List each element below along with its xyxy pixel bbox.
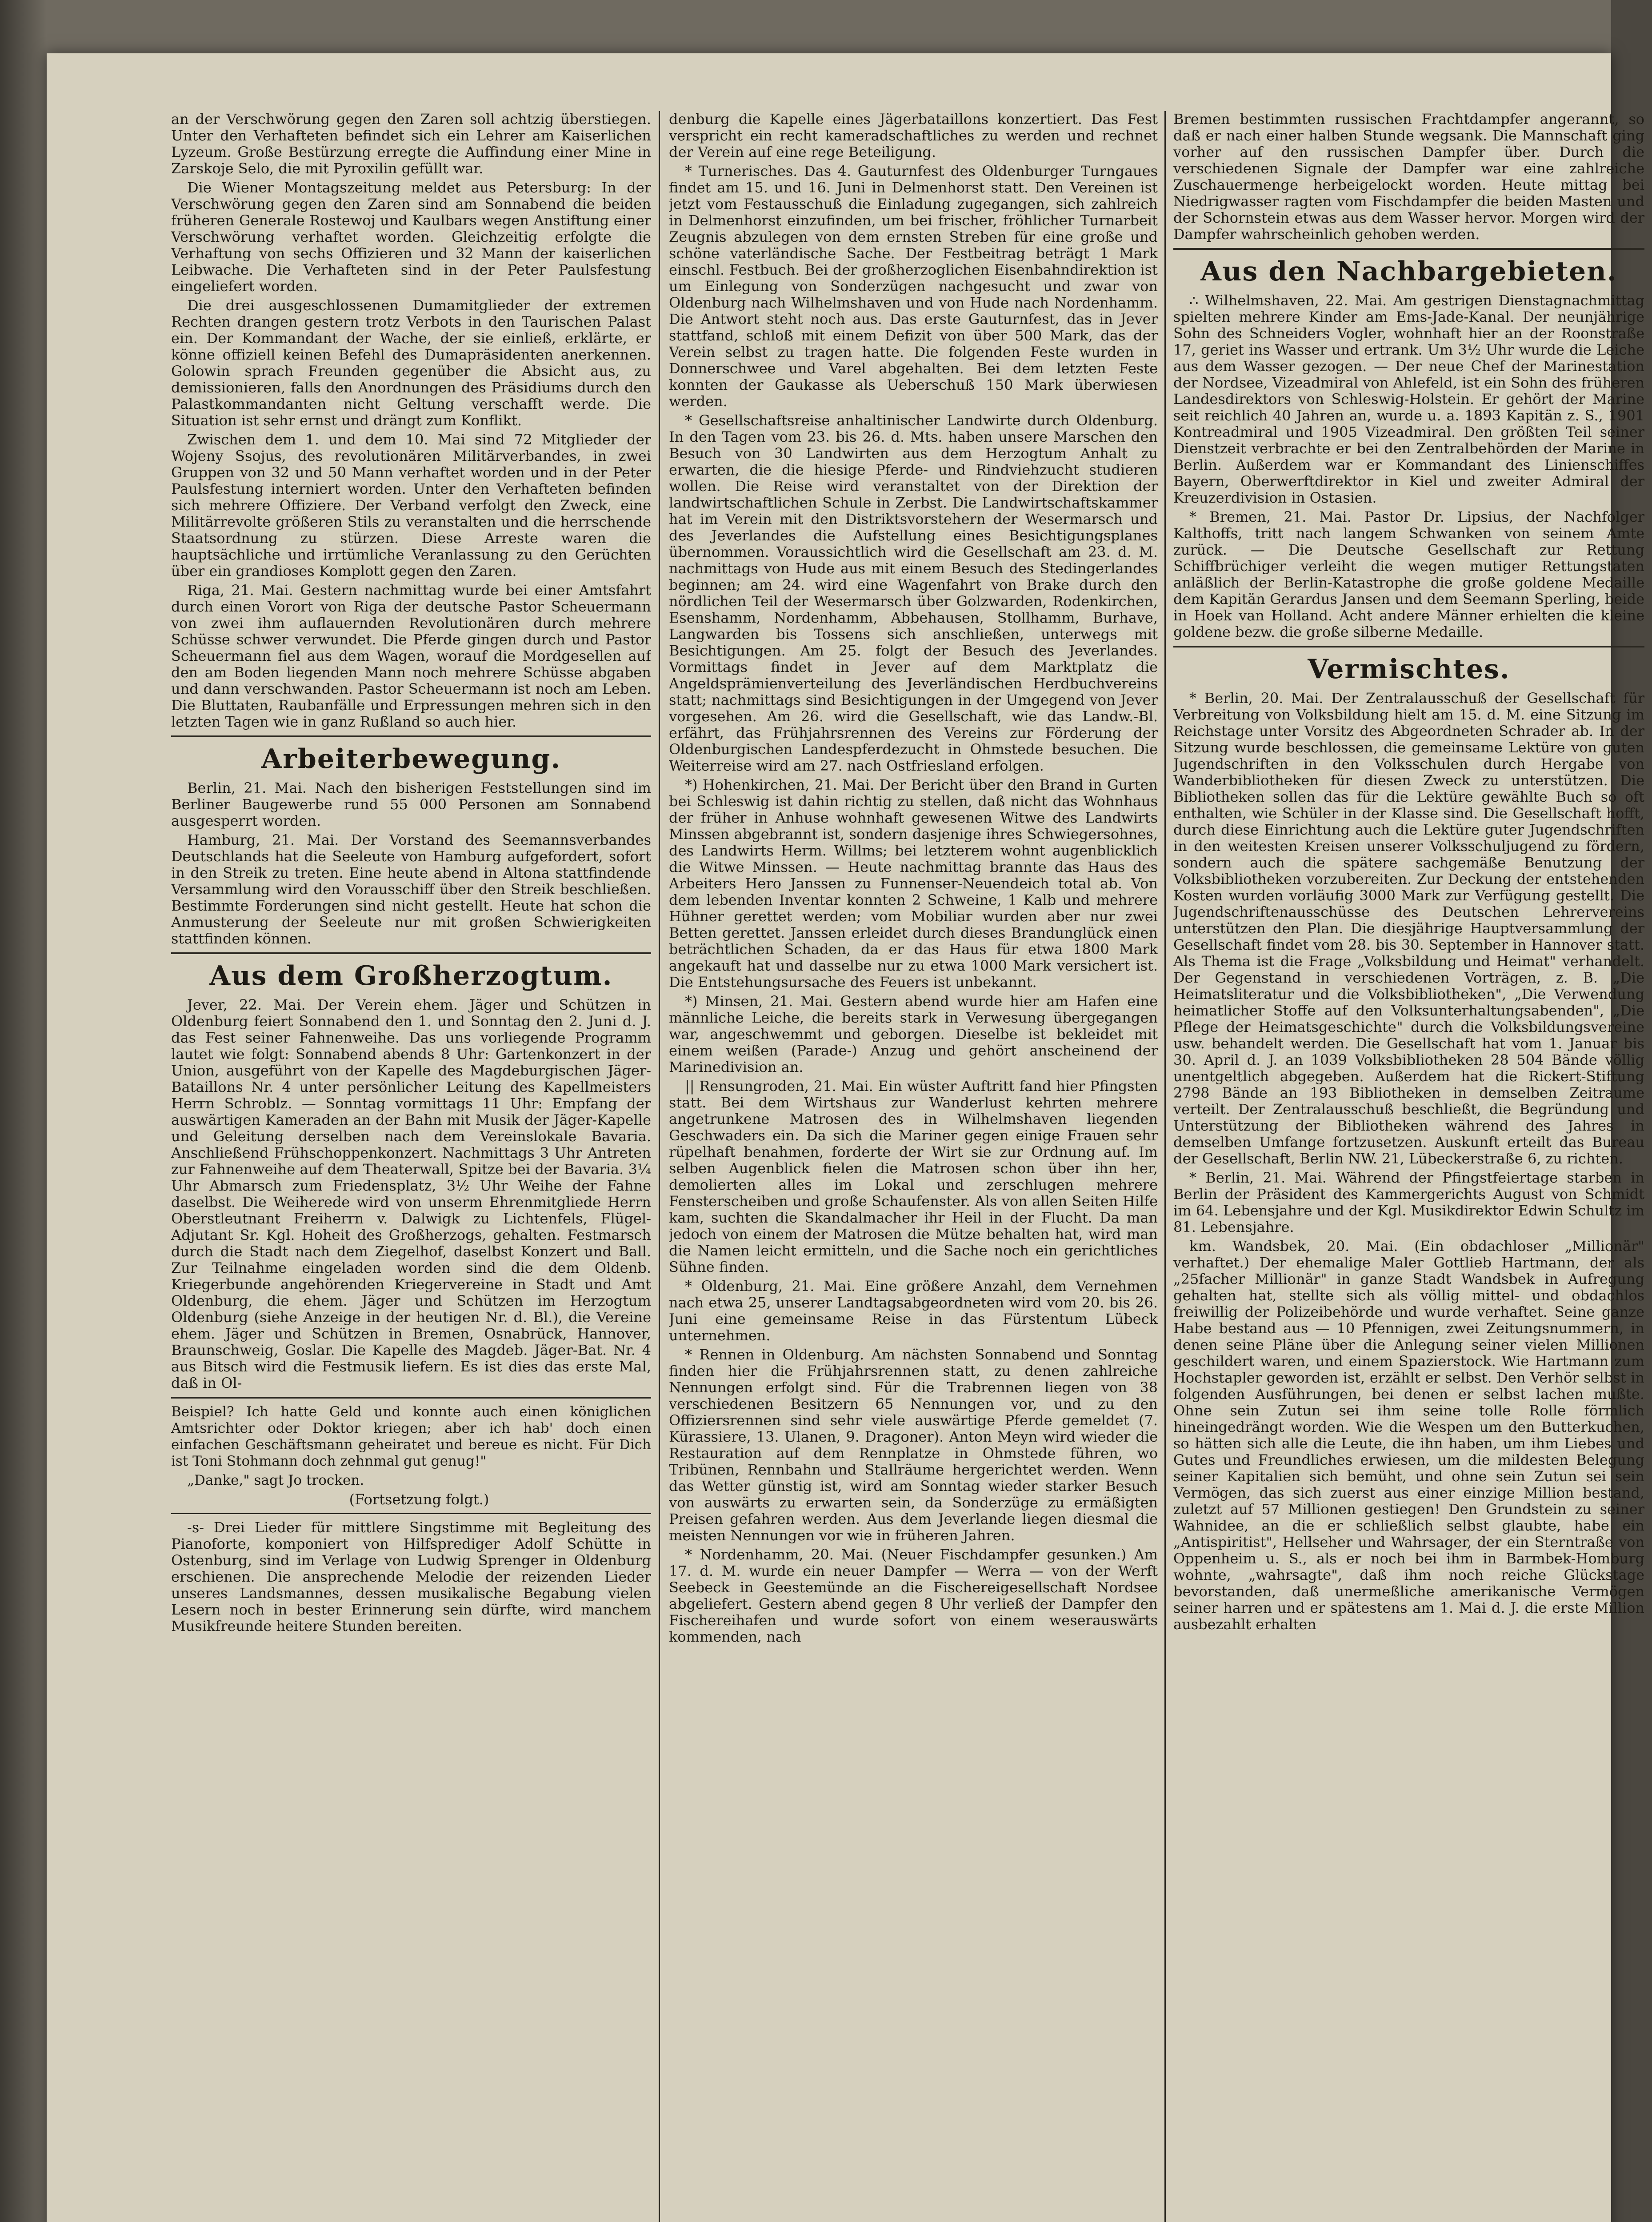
article-duma: Die drei ausgeschlossenen Dumamitglieder der extremen Rechten drangen gestern trotz Verbots in den Taurischen Palast ein. Der Kommandant der Wache, der sie einließ, erklärte, er könne offiziell keinen Befehl des Dumapräsidenten anerkennen. Golowin sprach Freunden gegenüber die Absicht aus, zu demissionieren, falls den Anordnungen des Präsidiums durch den Palastkommandanten nicht Geltung verschafft werde. Die Situation ist sehr ernst und drängt zum Konflikt. <box>171 297 651 429</box>
article-militaerverband: Zwischen dem 1. und dem 10. Mai sind 72 Mitglieder der Wojeny Ssojus, des revolutionären Militärverbandes, in zwei Gruppen von 32 und 50 Mann verhaftet worden und in der Peter Paulsfestung interniert worden. Unter den Verhafteten befinden sich mehrere Offiziere. Der Verband verfolgt den Zweck, eine Militärrevolte größeren Stils zu veranstalten und die herrschende Staatsordnung zu stürzen. Diese Arreste waren die hauptsächliche und irrtümliche Veranlassung zu den Gerüchten über ein grandioses Komplott gegen den Zaren. <box>171 431 651 579</box>
book-spine <box>0 0 47 2222</box>
article-drei-lieder: -s- Drei Lieder für mittlere Singstimme mit Begleitung des Pianoforte, komponiert von Hilfsprediger Adolf Schütte in Ostenburg, sind im Verlage von Ludwig Sprenger in Oldenburg erschienen. Die ansprechende Melodie der reizenden Lieder unseres Landsmannes, dessen musikalische Begabung vielen Lesern noch in bester Erinnerung sein dürfte, wird manchem Musikfreunde heitere Stunden bereiten. <box>171 1519 651 1635</box>
article-rensungroden: || Rensungroden, 21. Mai. Ein wüster Auftritt fand hier Pfingsten statt. Bei dem Wirtshaus zur Wanderlust kehrten mehrere angetrunkene Matrosen des in Wilhelmshaven liegenden Geschwaders ein. Da sich die Mariner gegen einige Frauen sehr rüpelhaft benahmen, forderte der Wirt sie zur Ordnung auf. Im selben Augenblick fielen die Matrosen schon über ihn her, demolierten alles im Lokal und zerschlugen mehrere Fensterscheiben und große Schaufenster. Als von allen Seiten Hilfe kam, suchten die Skandalmacher ihr Heil in der Flucht. Da man jedoch von einem der Matrosen die Mütze behalten hat, wird man die Namen leicht ermitteln, und die Sache noch ein gerichtliches Sühne finden. <box>669 1078 1158 1275</box>
article-anhalt-landwirte: * Gesellschaftsreise anhaltinischer Landwirte durch Oldenburg. In den Tagen vom 23. bis 26. d. Mts. haben unsere Marschen den Besuch von 30 Landwirten aus dem Herzogtum Anhalt zu erwarten, die die hiesige Pferde- und Rindviehzucht studieren wollen. Die Reise wird veranstaltet von der Direktion der landwirtschaftlichen Schule in Zerbst. Die Landwirtschaftskammer hat im Verein mit den Distriktsvorstehern der Wesermarsch und des Jeverlandes die Aufstellung eines Besichtigungsplanes übernommen. Voraussichtlich wird die Gesellschaft am 23. d. M. nachmittags von Hude aus mit einem Besuch des Stedingerlandes beginnen; am 24. wird eine Wagenfahrt von Brake durch den nördlichen Teil der Wesermarsch über Golzwarden, Rodenkirchen, Esenshamm, Nordenhamm, Abbehausen, Stollhamm, Burhave, Langwarden bis Tossens sich anschließen, unterwegs mit Besichtigungen. Am 25. folgt der Besuch des Jeverlandes. Vormittags findet in Jever auf dem Marktplatz die Angeldsprämienverteilung des Jeverländischen Herdbuchvereins statt; nachmittags sind Besichtigungen in der Umgegend von Jever vorgesehen. Am 26. wird die Gesellschaft, wie das Landw.-Bl. erfährt, das Frühjahrsrennen des Vereins zur Förderung der Oldenburgischen Landespferdezucht in Ohmstede besuchen. Die Weiterreise wird am 27. nach Ostfriesland erfolgen. <box>669 412 1158 774</box>
article-hohenkirchen: *) Hohenkirchen, 21. Mai. Der Bericht über den Brand in Gurten bei Schleswig ist dahin richtig zu stellen, daß nicht das Wohnhaus der früher in Anhuse wohnhaft gewesenen Witwe des Landwirts Minssen abgebrannt ist, sondern dasjenige ihres Schwiegersohnes, des Landwirts Herm. Willms; bei letzterem wohnt augenblicklich die Witwe Minssen. — Heute nachmittag brannte das Haus des Arbeiters Hero Janssen zu Funnenser-Neuendeich total ab. Von dem lebenden Inventar konnten 2 Schweine, 1 Kalb und mehrere Hühner gerettet werden; vom Mobiliar wurden aber nur zwei Betten gerettet. Janssen erleidet durch dieses Brandunglück einen beträchtlichen Schaden, da er das Haus für etwa 1800 Mark angekauft hat und dasselbe nur zu etwa 1000 Mark versichert ist. Die Entstehungsursache des Feuers ist unbekannt. <box>669 776 1158 991</box>
article-wandsbek: km. Wandsbek, 20. Mai. (Ein obdachloser „Millionär" verhaftet.) Der ehemalige Maler Gottlieb Hartmann, der als „25facher Millionär" in ganze Stadt Wandsbek in Aufregung gehalten hat, stellte sich als völlig mittel- und obdachlos freiwillig der Polizeibehörde und wurde verhaftet. Seine ganze Habe bestand aus — 10 Pfennigen, zwei Zeitungsnummern, in denen seine Pläne über die Anlegung seiner vielen Millionen geschildert waren, und einem Spazierstock. Wie Hartmann zum Hochstapler geworden ist, erzählt er selbst. Den Verhör selbst in folgenden Ausführungen, bei denen er selbst lachen mußte. Ohne sein Zutun sei ihm seine tolle Rolle förmlich hineingedrängt worden. Wie die Wespen um den Butterkuchen, so hätten sich alle die Leute, die ihn haben, um ihm Liebes und Gutes und Freundliches erwiesen, um die mildesten Belegung seiner Kapitalien sich bemüht, und ohne sein Zutun sei sein Vermögen, das sich zuerst aus einer einzige Million bestand, zuletzt auf 57 Millionen gestiegen! Den Grundstein zu seiner Wahnidee, an die er schließlich selbst glaubte, habe ein „Antispiritist", Hellseher und Wahrsager, der ein Sterntraße von Oppenheim u. S., als er noch bei ihm in Barmbek-Homburg wohnte, „wahrsagte", daß ihm noch reiche Glückstage bevorstanden, daß unermeßliche amerikanische Vermögen seiner harren und er spätestens am 1. Mai d. J. die erste Million ausbezahlt erhalten <box>1173 1238 1644 1633</box>
article-nordenhamm: * Nordenhamm, 20. Mai. (Neuer Fischdampfer gesunken.) Am 17. d. M. wurde ein neuer Dampfer — Werra — von der Werft Seebeck in Geestemünde an die Fischereigesellschaft Nordsee abgeliefert. Gestern abend gegen 8 Uhr verließ der Dampfer den Fischereihafen und wurde sofort von einem weserauswärts kommenden, nach <box>669 1546 1158 1645</box>
article-rennen: * Rennen in Oldenburg. Am nächsten Sonnabend und Sonntag finden hier die Frühjahrsrennen statt, zu denen zahlreiche Nennungen erfolgt sind. Für die Trabrennen liegen von 38 verschiedenen Besitzern 65 Nennungen vor, und zu den Offiziersrennen sind sehr viele auswärtige Pferde gemeldet (7. Kürassiere, 13. Ulanen, 9. Dragoner). Anton Meyn wird wieder die Restauration auf dem Rennplatze in Ohmstede führen, wo Tribünen, Rennbahn und Stallräume hergerichtet werden. Wenn das Wetter günstig ist, wird am Sonntag wieder starker Besuch von auswärts zu erwarten sein, da Sonderzüge zu ermäßigten Preisen gefahren werden. Aus dem Jeverlande liegen diesmal die meisten Nennungen vor wie in früheren Jahren. <box>669 1346 1158 1544</box>
article-berlin-todesfaelle: * Berlin, 21. Mai. Während der Pfingstfeiertage starben in Berlin der Präsident des Kammergerichts August von Schmidt im 64. Lebensjahre und der Kgl. Musikdirektor Edwin Schultz im 81. Lebensjahre. <box>1173 1169 1644 1235</box>
column-2 <box>669 111 1158 2222</box>
column-3 <box>1173 111 1644 2222</box>
article-fischdampfer-cont: Bremen bestimmten russischen Frachtdampfer angerannt, so daß er nach einer halben Stunde wegsank. Die Mannschaft ging vorher auf den russischen Dampfer über. Durch die verschiedenen Signale der Dampfer war eine zahlreiche Zuschauermenge herbeigelockt worden. Heute mittag bei Niedrigwasser ragten vom Fischdampfer die beiden Masten und der Schornstein etwas aus dem Wasser hervor. Morgen wird der Dampfer wahrscheinlich gehoben werden. <box>1173 111 1644 243</box>
article-minsen: *) Minsen, 21. Mai. Gestern abend wurde hier am Hafen eine männliche Leiche, die bereits stark in Verwesung übergegangen war, angeschwemmt und geborgen. Dieselbe ist bekleidet mit einem weißen (Parade-) Anzug und gehört anscheinend der Marinedivision an. <box>669 993 1158 1075</box>
column-rule-2 <box>1164 111 1166 2222</box>
divider <box>171 735 651 737</box>
feuilleton-text: Beispiel? Ich hatte Geld und konnte auch einen königlichen Amtsrichter oder Doktor kriegen; aber ich hab' doch einen einfachen Geschäftsmann geheiratet und bereue es nicht. Für Dich ist Toni Stohmann doch zehnmal gut genug!" <box>171 1404 651 1469</box>
article-berlin-baugewerbe: Berlin, 21. Mai. Nach den bisherigen Feststellungen sind im Berliner Baugewerbe rund 55 000 Personen am Sonnabend ausgesperrt worden. <box>171 779 651 829</box>
article-jever: Jever, 22. Mai. Der Verein ehem. Jäger und Schützen in Oldenburg feiert Sonnabend den 1. und Sonntag den 2. Juni d. J. das Fest seiner Fahnenweihe. Das uns vorliegende Programm lautet wie folgt: Sonnabend abends 8 Uhr: Gartenkonzert in der Union, ausgeführt von der Kapelle des Magdeburgischen Jäger-Bataillons Nr. 4 unter persönlicher Leitung des Kapellmeisters Herrn Schroblz. — Sonntag vormittags 11 Uhr: Empfang der auswärtigen Kameraden an der Bahn mit Musik der Jäger-Kapelle und Geleitung derselben nach dem Vereinslokale Bavaria. Anschließend Frühschoppenkonzert. Nachmittags 3 Uhr Antreten zur Fahnenweihe auf dem Theaterwall, Spitze bei der Bavaria. 3¼ Uhr Abmarsch zum Friedensplatz, 3½ Uhr Weihe der Fahne daselbst. Die Weiherede wird von unserm Ehrenmitgliede Herrn Oberstleutnant Freiherrn v. Dalwigk zu Lichtenfels, Flügel-Adjutant Sr. Kgl. Hoheit des Großherzogs, gehalten. Festmarsch durch die Stadt nach dem Ziegelhof, daselbst Konzert und Ball. Zur Teilnahme eingeladen worden sind die dem Oldenb. Kriegerbunde angehörenden Kriegervereine in Stadt und Amt Oldenburg, die ehem. Jäger und Schützen im Herzogtum Oldenburg (siehe Anzeige in der heutigen Nr. d. Bl.), die Vereine ehem. Jäger und Schützen in Bremen, Osnabrück, Hannover, Braunschweig, Goslar. Die Kapelle des Magdeb. Jäger-Bat. Nr. 4 aus Bitsch wird die Festmusik liefern. Es ist dies das erste Mal, daß in Ol- <box>171 996 651 1391</box>
article-wilhelmshaven: ∴ Wilhelmshaven, 22. Mai. Am gestrigen Dienstagnachmittag spielten mehrere Kinder am Ems-Jade-Kanal. Der neunjährige Sohn des Schneiders Vogler, wohnhaft hier an der Roonstraße 17, geriet ins Wasser und ertrank. Um 3½ Uhr wurde die Leiche aus dem Wasser gezogen. — Der neue Chef der Marinestation der Nordsee, Vizeadmiral von Ahlefeld, ist ein Sohn des früheren Landesdirektors von Schleswig-Holstein. Er gehört der Marine seit reichlich 40 Jahren an, wurde u. a. 1893 Kapitän z. S., 1901 Kontreadmiral und 1905 Vizeadmiral. Den größten Teil seiner Dienstzeit verbrachte er bei den Zentralbehörden der Marine in Berlin. Außerdem war er Kommandant des Linienschiffes Bayern, Oberwerftdirektor in Kiel und zweiter Admiral der Kreuzerdivision in Ostasien. <box>1173 292 1644 506</box>
column-rule-1 <box>659 111 660 2222</box>
article-berlin-volksbildung: * Berlin, 20. Mai. Der Zentralausschuß der Gesellschaft für Verbreitung von Volksbildung hielt am 15. d. M. eine Sitzung im Reichstage unter Vorsitz des Abgeordneten Schrader ab. In der Sitzung wurde beschlossen, die gemeinsame Lektüre von guten Jugendschriften in den Volksschulen durch Hergabe von Wanderbibliotheken für diesen Zweck zu unterstützen. Die Bibliotheken sollen das für die Lektüre gewählte Buch so oft enthalten, wie Schüler in der Klasse sind. Die Gesellschaft hofft, durch diese Einrichtung auch die Lektüre guter Jugendschriften in den weitesten Kreisen unserer Volksschuljugend zu fördern, sondern auch die spätere sachgemäße Benutzung der Volksbibliotheken vorzubereiten. Zur Deckung der entstehenden Kosten wurden vorläufig 3000 Mark zur Verfügung gestellt. Die Jugendschriftenausschüsse des Deutschen Lehrervereins unterstützen den Plan. Die diesjährige Hauptversammlung der Gesellschaft findet vom 28. bis 30. September in Hannover statt. Als Thema ist die Frage „Volksbildung und Heimat" verhandelt. Der Gegenstand in verschiedenen Vorträgen, z. B. „Die Heimatsliteratur und die Volksbibliotheken", „Die Verwendung heimatlicher Stoffe auf den Volksunterhaltungsabenden", „Die Pflege der Heimatsgeschichte" durch die Volksbildungsvereine usw. behandelt werden. Die Gesellschaft hat vom 1. Januar bis 30. April d. J. an 1039 Volksbibliotheken 28 504 Bände völlig unentgeltlich abgegeben. Außerdem hat die Rickert-Stiftung 2798 Bände an 193 Bibliotheken in demselben Zeitraume verteilt. Der Zentralausschuß beschließt, die Begründung und Unterstützung der Bibliotheken während des Jahres in demselben Umfange fortzusetzen. Auskunft erteilt das Bureau der Gesellschaft, Berlin NW. 21, Lübeckerstraße 6, zu richten. <box>1173 690 1644 1167</box>
divider <box>171 1513 651 1514</box>
section-heading-arbeiterbewegung: Arbeiterbewegung. <box>261 743 561 775</box>
section-heading-vermischtes: Vermischtes. <box>1308 654 1510 685</box>
continuation-note: (Fortsetzung folgt.) <box>349 1491 489 1508</box>
section-heading-nachbargebiete: Aus den Nachbargebieten. <box>1200 256 1617 287</box>
divider <box>171 952 651 954</box>
feuilleton-dialogue: „Danke," sagt Jo trocken. <box>187 1472 364 1488</box>
divider <box>1173 646 1644 647</box>
article-turnerisches: * Turnerisches. Das 4. Gauturnfest des Oldenburger Turngaues findet am 15. und 16. Juni in Delmenhorst statt. Den Vereinen ist jetzt vom Festausschuß die Einladung zugegangen, sich zahlreich in Delmenhorst einzufinden, um bei frischer, fröhlicher Turnarbeit Zeugnis abzulegen von dem ernsten Streben für eine große und schöne vaterländische Sache. Der Festbeitrag beträgt 1 Mark einschl. Festbuch. Bei der großherzoglichen Eisenbahndirektion ist um Einlegung von Sonderzügen nachgesucht und zwar von Oldenburg nach Wilhelmshaven und von Hude nach Nordenhamm. Die Antwort steht noch aus. Das erste Gauturnfest, das in Jever stattfand, schloß mit einem Defizit von über 500 Mark, das der Verein selbst zu tragen hatte. Die folgenden Feste wurden in Donnerschwee und Varel abgehalten. Bei dem letzten Feste konnten der Gaukasse als Ueberschuß 150 Mark überwiesen werden. <box>669 163 1158 410</box>
divider <box>171 1397 651 1399</box>
article-wiener-zeitung: Die Wiener Montagszeitung meldet aus Petersburg: In der Verschwörung gegen den Zaren sind am Sonnabend die beiden früheren Generale Rostewoj und Kaulbars wegen Anstiftung einer Verschwörung verhaftet worden. Gleichzeitig erfolgte die Verhaftung von sechs Offizieren und 32 Mann der kaiserlichen Leibwache. Die Verhafteten sind in der Peter Paulsfestung eingeliefert worden. <box>171 179 651 295</box>
column-1 <box>171 111 651 2222</box>
divider <box>1173 248 1644 250</box>
article-riga: Riga, 21. Mai. Gestern nachmittag wurde bei einer Amtsfahrt durch einen Vorort von Riga der deutsche Pastor Scheuermann von zwei ihm auflauernden Revolutionären durch mehrere Schüsse schwer verwundet. Die Pferde gingen durch und Pastor Scheuermann fiel aus dem Wagen, worauf die Mordgesellen auf den am Boden liegenden Mann noch mehrere Schüsse abgaben und dann verschwanden. Pastor Scheuermann ist noch am Leben. Die Bluttaten, Raubanfälle und Erpressungen mehren sich in den letzten Tagen wie in ganz Rußland so auch hier. <box>171 582 651 730</box>
article-bremen: * Bremen, 21. Mai. Pastor Dr. Lipsius, der Nachfolger Kalthoffs, tritt nach langem Schwanken von seinem Amte zurück. — Die Deutsche Gesellschaft zur Rettung Schiffbrüchiger verleiht die wegen mutiger Rettungstaten anläßlich der Berlin-Katastrophe die große goldene Medaille dem Kapitän Gerardus Jansen und dem Seemann Sperling, beide in Hoek van Holland. Acht andere Männer erhielten die kleine goldene bezw. die große silberne Medaille. <box>1173 508 1644 640</box>
article-kapelle-cont: denburg die Kapelle eines Jägerbataillons konzertiert. Das Fest verspricht ein recht kameradschaftliches zu werden und rechnet der Verein auf eine rege Beteiligung. <box>669 111 1158 160</box>
section-heading-grossherzogtum: Aus dem Großherzogtum. <box>209 960 613 991</box>
article-hamburg: Hamburg, 21. Mai. Der Vorstand des Seemannsverbandes Deutschlands hat die Seeleute von Hamburg aufgefordert, sofort in den Streik zu treten. Eine heute abend in Altona stattfindende Versammlung wird den Vorausschiff über den Streik beschließen. Bestimmte Forderungen sind nicht gestellt. Heute hat schon die Anmusterung der Seeleute nur mit großen Schwierigkeiten stattfinden können. <box>171 831 651 947</box>
article-oldenburg-landtag: * Oldenburg, 21. Mai. Eine größere Anzahl, dem Vernehmen nach etwa 25, unserer Landtagsabgeordneten wird vom 20. bis 26. Juni eine gemeinsame Reise in das Fürstentum Lübeck unternehmen. <box>669 1278 1158 1344</box>
article-conspiracy: an der Verschwörung gegen den Zaren soll achtzig überstiegen. Unter den Verhafteten befindet sich ein Lehrer am Kaiserlichen Lyzeum. Große Bestürzung erregte die Auffindung einer Mine in Zarskoje Selo, die mit Pyroxilin gefüllt war. <box>171 111 651 177</box>
